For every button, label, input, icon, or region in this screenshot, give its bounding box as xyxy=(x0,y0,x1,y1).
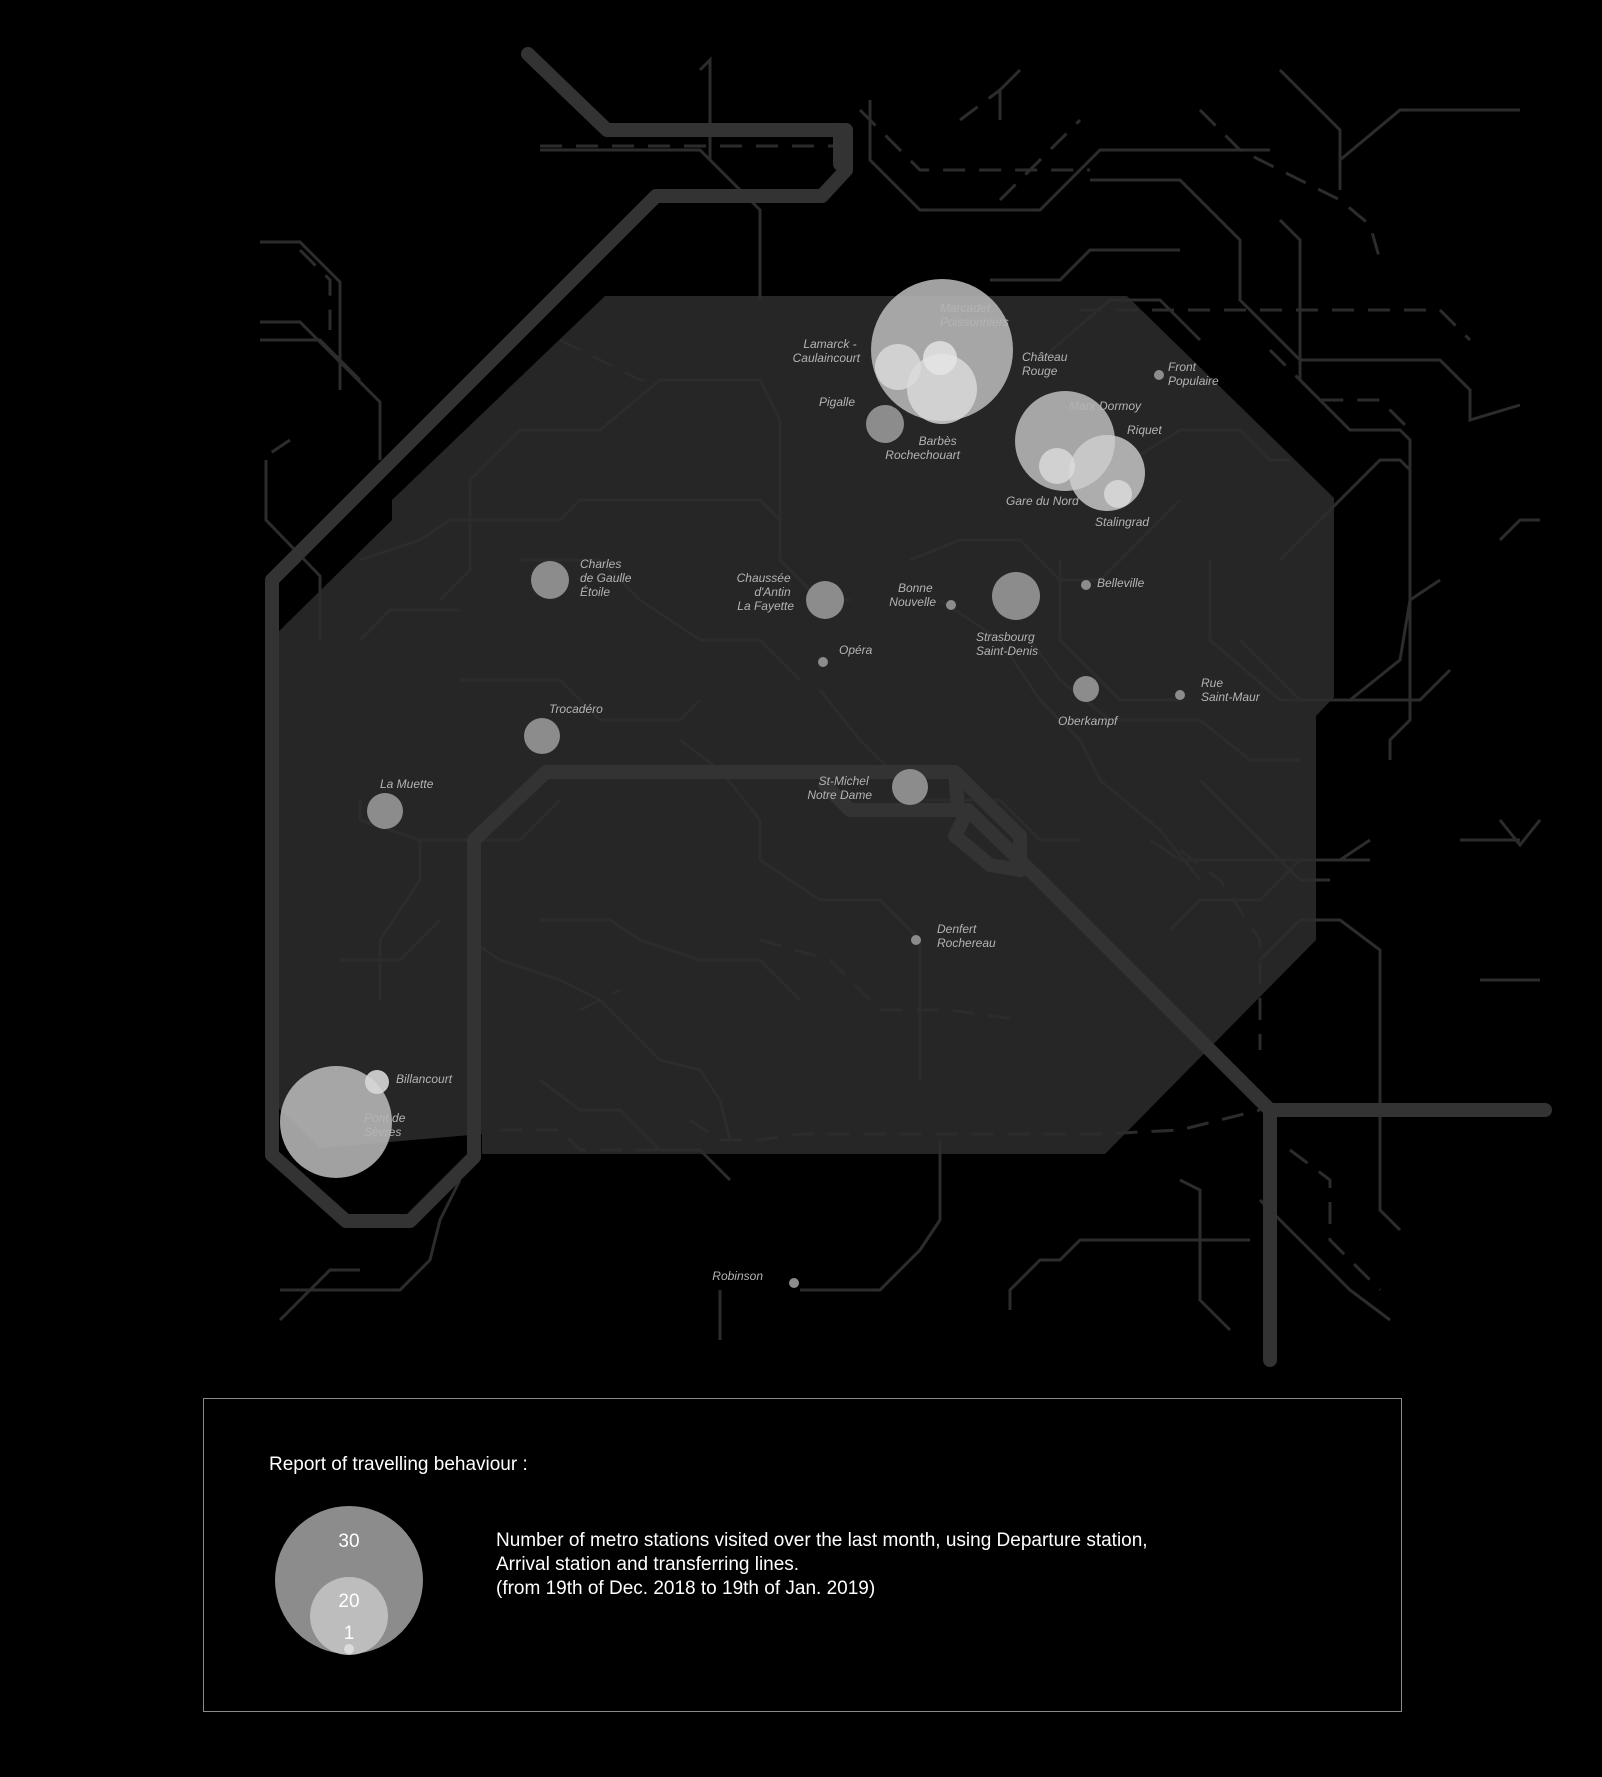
station-label-st-michel: St-Michel Notre Dame xyxy=(807,774,872,802)
station-label-billancourt: Billancourt xyxy=(396,1072,453,1086)
station-bubble-trocadero xyxy=(524,718,560,754)
station-bubble-st-michel xyxy=(892,769,928,805)
station-label-stalingrad: Stalingrad xyxy=(1095,515,1150,529)
station-label-oberkampf: Oberkampf xyxy=(1058,714,1118,728)
station-bubble-gare-du-nord xyxy=(1039,448,1075,484)
station-label-la-muette: La Muette xyxy=(380,777,434,791)
station-label-charles-de-gaulle-etoile: Charles de Gaulle Étoile xyxy=(580,557,632,599)
legend-description-line: (from 19th of Dec. 2018 to 19th of Jan. 2019) xyxy=(496,1578,876,1599)
station-label-front-populaire: Front Populaire xyxy=(1168,360,1219,388)
station-label-bonne-nouvelle: Bonne Nouvelle xyxy=(889,581,936,609)
station-bubble-chateau-rouge xyxy=(923,341,957,375)
station-bubble-la-muette xyxy=(367,793,403,829)
station-bubble-rue-saint-maur xyxy=(1175,690,1185,700)
station-label-trocadero: Trocadéro xyxy=(549,702,603,716)
legend-description xyxy=(496,1529,1148,1601)
legend xyxy=(203,1398,1402,1712)
station-bubble-robinson xyxy=(789,1278,799,1288)
station-label-barbes-rochechouart: Barbès Rochechouart xyxy=(885,434,960,462)
station-bubble-pigalle xyxy=(866,405,904,443)
station-label-rue-saint-maur: Rue Saint-Maur xyxy=(1201,676,1260,704)
station-bubble-bonne-nouvelle xyxy=(946,600,956,610)
station-bubble-lamarck-caulaincourt xyxy=(875,344,921,390)
station-bubble-strasbourg-saint-denis xyxy=(992,572,1040,620)
station-label-pigalle: Pigalle xyxy=(818,395,855,409)
station-bubble-belleville xyxy=(1081,580,1091,590)
station-bubble-opera xyxy=(818,657,828,667)
legend-description-line: Number of metro stations visited over the last month, using Departure station, xyxy=(496,1530,1148,1551)
station-label-chaussee-dantin: Chaussée d'Antin La Fayette xyxy=(736,571,794,613)
station-bubble-charles-de-gaulle-etoile xyxy=(531,561,569,599)
station-label-pont-de-sevres: Pont de Sèvres xyxy=(364,1111,406,1139)
station-label-strasbourg-saint-denis: Strasbourg Saint-Denis xyxy=(976,630,1039,658)
station-bubble-billancourt xyxy=(365,1070,389,1094)
legend-circle-1 xyxy=(344,1644,354,1654)
legend-scale xyxy=(264,1499,434,1669)
station-label-marx-dormoy: Marx Dormoy xyxy=(1069,399,1142,413)
station-bubble-denfert-rochereau xyxy=(911,935,921,945)
station-bubble-stalingrad xyxy=(1104,480,1132,508)
station-bubble-chaussee-dantin xyxy=(806,581,844,619)
station-label-marcadet-poissonniers: Marcadet Poissonniers xyxy=(940,301,1009,329)
station-label-opera: Opéra xyxy=(839,643,873,657)
legend-title: Report of travelling behaviour : xyxy=(269,1454,528,1475)
legend-description-line: Arrival station and transferring lines. xyxy=(496,1554,800,1575)
station-bubble-front-populaire xyxy=(1154,370,1164,380)
station-label-gare-du-nord: Gare du Nord xyxy=(1006,494,1079,508)
station-label-riquet: Riquet xyxy=(1127,423,1162,437)
station-label-lamarck-caulaincourt: Lamarck - Caulaincourt xyxy=(792,337,860,365)
legend-label-30: 30 xyxy=(338,1531,360,1552)
legend-label-20: 20 xyxy=(338,1591,360,1612)
station-label-belleville: Belleville xyxy=(1097,576,1145,590)
station-label-chateau-rouge: Château Rouge xyxy=(1022,350,1068,378)
station-label-robinson: Robinson xyxy=(712,1269,763,1283)
station-label-denfert-rochereau: Denfert Rochereau xyxy=(937,922,996,950)
station-bubble-oberkampf xyxy=(1073,676,1099,702)
legend-label-1: 1 xyxy=(343,1623,355,1644)
